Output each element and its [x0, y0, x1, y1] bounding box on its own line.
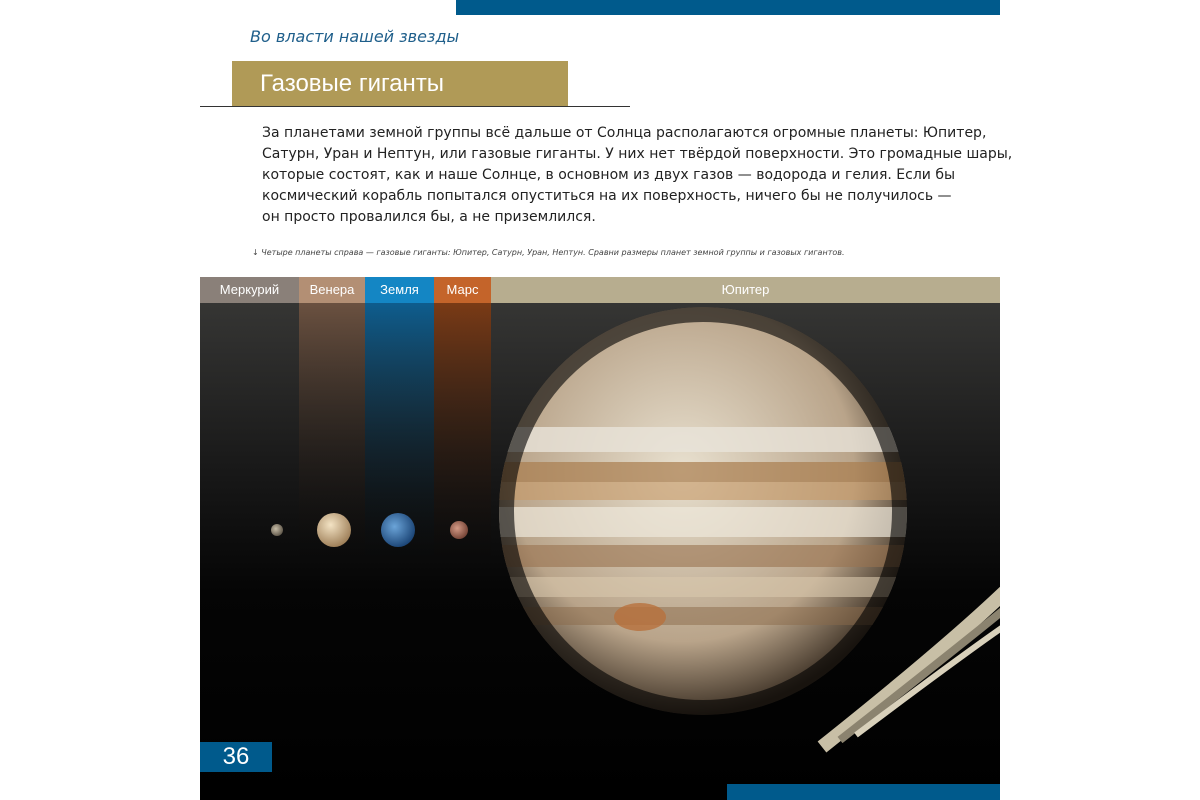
body-line: которые состоят, как и наше Солнце, в основном из двух газов — водорода и гелия. Если бы [262, 167, 956, 183]
page-number: 36 [200, 742, 272, 772]
title-rule [200, 106, 630, 107]
body-line: космический корабль попытался опуститься на их поверхность, ничего бы не получилось — [262, 188, 952, 204]
body-paragraph [262, 123, 1013, 228]
bottom-accent-bar [727, 784, 1000, 800]
top-accent-bar [456, 0, 1000, 15]
section-kicker: Во власти нашей звезды [250, 27, 460, 46]
mars-planet [450, 521, 468, 539]
label-venus: Венера [299, 277, 365, 303]
label-mercury: Меркурий [200, 277, 299, 303]
earth-planet [381, 513, 415, 547]
mercury-planet [271, 524, 283, 536]
venus-planet [317, 513, 351, 547]
label-mars: Марс [434, 277, 491, 303]
page-title: Газовые гиганты [232, 61, 568, 107]
planet-comparison-figure [200, 277, 1000, 800]
space-background [200, 277, 1000, 800]
body-line: За планетами земной группы всё дальше от Солнца располагаются огромные планеты: Юпитер, [262, 125, 987, 141]
label-jupiter: Юпитер [491, 277, 1000, 303]
figure-caption: ↓ Четыре планеты справа — газовые гиганты: Юпитер, Сатурн, Уран, Нептун. Сравни размеры планет земной группы и газовых гигантов. [252, 248, 845, 257]
body-line: Сатурн, Уран и Нептун, или газовые гиганты. У них нет твёрдой поверхности. Это громадные шары, [262, 146, 1013, 162]
body-line: он просто провалился бы, а не приземлился. [262, 209, 596, 225]
label-earth: Земля [365, 277, 434, 303]
